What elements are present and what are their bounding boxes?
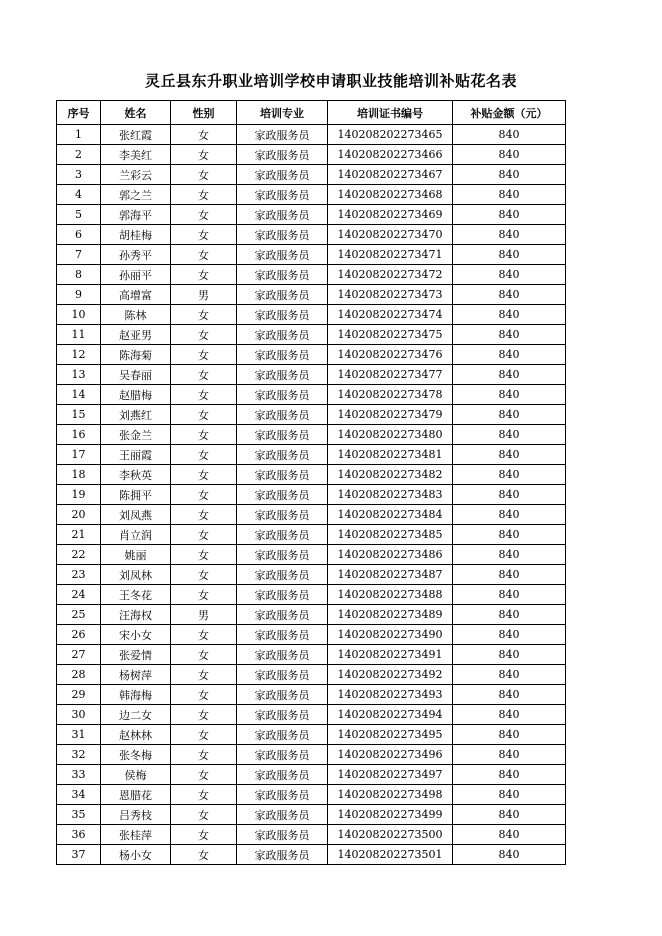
- cell-amount: 840: [453, 765, 566, 785]
- cell-seq: 33: [57, 765, 101, 785]
- cell-cert-no: 140208202273499: [328, 805, 453, 825]
- cell-major: 家政服务员: [237, 765, 328, 785]
- table-row: [57, 525, 566, 545]
- cell-cert-no: 140208202273480: [328, 425, 453, 445]
- cell-name: 边二女: [101, 705, 171, 725]
- cell-cert-no: 140208202273494: [328, 705, 453, 725]
- cell-cert-no: 140208202273501: [328, 845, 453, 865]
- cell-amount: 840: [453, 785, 566, 805]
- cell-major: 家政服务员: [237, 325, 328, 345]
- table-row: [57, 305, 566, 325]
- cell-gender: 女: [171, 505, 237, 525]
- cell-amount: 840: [453, 225, 566, 245]
- cell-seq: 14: [57, 385, 101, 405]
- cell-major: 家政服务员: [237, 845, 328, 865]
- cell-seq: 21: [57, 525, 101, 545]
- cell-name: 李美红: [101, 145, 171, 165]
- cell-cert-no: 140208202273485: [328, 525, 453, 545]
- header-name: 姓名: [101, 101, 171, 125]
- cell-amount: 840: [453, 585, 566, 605]
- cell-major: 家政服务员: [237, 225, 328, 245]
- cell-seq: 19: [57, 485, 101, 505]
- cell-seq: 11: [57, 325, 101, 345]
- table-row: [57, 805, 566, 825]
- cell-name: 张金兰: [101, 425, 171, 445]
- table-row: [57, 245, 566, 265]
- cell-cert-no: 140208202273475: [328, 325, 453, 345]
- cell-gender: 女: [171, 765, 237, 785]
- cell-major: 家政服务员: [237, 465, 328, 485]
- table-row: [57, 505, 566, 525]
- cell-seq: 6: [57, 225, 101, 245]
- cell-name: 孙丽平: [101, 265, 171, 285]
- cell-gender: 女: [171, 145, 237, 165]
- cell-gender: 女: [171, 205, 237, 225]
- cell-cert-no: 140208202273472: [328, 265, 453, 285]
- cell-cert-no: 140208202273474: [328, 305, 453, 325]
- cell-gender: 女: [171, 485, 237, 505]
- cell-cert-no: 140208202273466: [328, 145, 453, 165]
- cell-major: 家政服务员: [237, 665, 328, 685]
- cell-name: 王冬花: [101, 585, 171, 605]
- cell-seq: 35: [57, 805, 101, 825]
- cell-amount: 840: [453, 645, 566, 665]
- cell-amount: 840: [453, 425, 566, 445]
- cell-amount: 840: [453, 345, 566, 365]
- table-row: [57, 365, 566, 385]
- cell-name: 赵腊梅: [101, 385, 171, 405]
- cell-major: 家政服务员: [237, 445, 328, 465]
- cell-major: 家政服务员: [237, 405, 328, 425]
- cell-name: 吴春丽: [101, 365, 171, 385]
- cell-major: 家政服务员: [237, 805, 328, 825]
- cell-major: 家政服务员: [237, 625, 328, 645]
- cell-major: 家政服务员: [237, 345, 328, 365]
- cell-major: 家政服务员: [237, 705, 328, 725]
- table-row: [57, 225, 566, 245]
- table-row: [57, 165, 566, 185]
- cell-name: 吕秀枝: [101, 805, 171, 825]
- table-row: [57, 425, 566, 445]
- cell-gender: 女: [171, 125, 237, 145]
- cell-cert-no: 140208202273479: [328, 405, 453, 425]
- table-row: [57, 445, 566, 465]
- cell-gender: 女: [171, 525, 237, 545]
- page-title: 灵丘县东升职业培训学校申请职业技能培训补贴花名表: [144, 72, 517, 90]
- cell-amount: 840: [453, 465, 566, 485]
- cell-amount: 840: [453, 165, 566, 185]
- header-amount: 补贴金额（元）: [453, 101, 566, 125]
- cell-major: 家政服务员: [237, 585, 328, 605]
- cell-major: 家政服务员: [237, 785, 328, 805]
- cell-gender: 女: [171, 185, 237, 205]
- cell-amount: 840: [453, 605, 566, 625]
- cell-name: 杨小女: [101, 845, 171, 865]
- cell-name: 兰彩云: [101, 165, 171, 185]
- cell-gender: 女: [171, 345, 237, 365]
- cell-gender: 女: [171, 845, 237, 865]
- cell-major: 家政服务员: [237, 305, 328, 325]
- cell-name: 赵林林: [101, 725, 171, 745]
- cell-amount: 840: [453, 805, 566, 825]
- cell-seq: 37: [57, 845, 101, 865]
- cell-name: 陈林: [101, 305, 171, 325]
- cell-major: 家政服务员: [237, 605, 328, 625]
- cell-name: 恩腊花: [101, 785, 171, 805]
- cell-major: 家政服务员: [237, 545, 328, 565]
- cell-name: 刘凤燕: [101, 505, 171, 525]
- cell-seq: 30: [57, 705, 101, 725]
- table-row: [57, 705, 566, 725]
- cell-name: 韩海梅: [101, 685, 171, 705]
- cell-seq: 3: [57, 165, 101, 185]
- cell-major: 家政服务员: [237, 365, 328, 385]
- cell-name: 刘燕红: [101, 405, 171, 425]
- cell-cert-no: 140208202273482: [328, 465, 453, 485]
- cell-name: 杨树萍: [101, 665, 171, 685]
- table-row: [57, 405, 566, 425]
- cell-seq: 27: [57, 645, 101, 665]
- cell-seq: 1: [57, 125, 101, 145]
- cell-amount: 840: [453, 505, 566, 525]
- cell-seq: 9: [57, 285, 101, 305]
- header-seq: 序号: [57, 101, 101, 125]
- cell-seq: 28: [57, 665, 101, 685]
- cell-amount: 840: [453, 665, 566, 685]
- table-row: [57, 785, 566, 805]
- cell-name: 孙秀平: [101, 245, 171, 265]
- cell-name: 肖立润: [101, 525, 171, 545]
- cell-seq: 36: [57, 825, 101, 845]
- cell-seq: 10: [57, 305, 101, 325]
- cell-name: 张桂萍: [101, 825, 171, 845]
- table-row: [57, 605, 566, 625]
- cell-amount: 840: [453, 705, 566, 725]
- table-row: [57, 185, 566, 205]
- cell-gender: 女: [171, 405, 237, 425]
- cell-major: 家政服务员: [237, 205, 328, 225]
- cell-amount: 840: [453, 285, 566, 305]
- header-major: 培训专业: [237, 101, 328, 125]
- cell-cert-no: 140208202273477: [328, 365, 453, 385]
- cell-gender: 女: [171, 305, 237, 325]
- cell-amount: 840: [453, 685, 566, 705]
- cell-amount: 840: [453, 745, 566, 765]
- cell-seq: 31: [57, 725, 101, 745]
- cell-gender: 女: [171, 245, 237, 265]
- cell-amount: 840: [453, 525, 566, 545]
- table-row: [57, 765, 566, 785]
- cell-gender: 女: [171, 265, 237, 285]
- cell-seq: 18: [57, 465, 101, 485]
- cell-gender: 女: [171, 465, 237, 485]
- cell-name: 张红霞: [101, 125, 171, 145]
- cell-name: 张爱情: [101, 645, 171, 665]
- header-cert-no: 培训证书编号: [328, 101, 453, 125]
- cell-seq: 8: [57, 265, 101, 285]
- cell-seq: 7: [57, 245, 101, 265]
- cell-cert-no: 140208202273470: [328, 225, 453, 245]
- cell-major: 家政服务员: [237, 145, 328, 165]
- cell-major: 家政服务员: [237, 385, 328, 405]
- cell-seq: 12: [57, 345, 101, 365]
- cell-name: 陈海菊: [101, 345, 171, 365]
- cell-seq: 4: [57, 185, 101, 205]
- cell-cert-no: 140208202273492: [328, 665, 453, 685]
- table-row: [57, 465, 566, 485]
- cell-gender: 女: [171, 585, 237, 605]
- cell-cert-no: 140208202273493: [328, 685, 453, 705]
- cell-seq: 22: [57, 545, 101, 565]
- cell-cert-no: 140208202273496: [328, 745, 453, 765]
- table-row: [57, 565, 566, 585]
- table-row: [57, 145, 566, 165]
- cell-seq: 34: [57, 785, 101, 805]
- cell-cert-no: 140208202273498: [328, 785, 453, 805]
- cell-cert-no: 140208202273467: [328, 165, 453, 185]
- cell-cert-no: 140208202273481: [328, 445, 453, 465]
- cell-major: 家政服务员: [237, 645, 328, 665]
- cell-gender: 女: [171, 665, 237, 685]
- cell-cert-no: 140208202273471: [328, 245, 453, 265]
- cell-seq: 15: [57, 405, 101, 425]
- cell-gender: 女: [171, 165, 237, 185]
- cell-major: 家政服务员: [237, 745, 328, 765]
- cell-seq: 5: [57, 205, 101, 225]
- cell-name: 王丽霞: [101, 445, 171, 465]
- table-row: [57, 265, 566, 285]
- cell-gender: 女: [171, 685, 237, 705]
- table-row: [57, 645, 566, 665]
- cell-cert-no: 140208202273487: [328, 565, 453, 585]
- cell-name: 汪海权: [101, 605, 171, 625]
- cell-amount: 840: [453, 185, 566, 205]
- cell-amount: 840: [453, 125, 566, 145]
- cell-seq: 26: [57, 625, 101, 645]
- cell-amount: 840: [453, 545, 566, 565]
- cell-gender: 女: [171, 425, 237, 445]
- cell-major: 家政服务员: [237, 265, 328, 285]
- cell-gender: 女: [171, 225, 237, 245]
- cell-gender: 男: [171, 605, 237, 625]
- cell-seq: 16: [57, 425, 101, 445]
- table-row: [57, 585, 566, 605]
- cell-cert-no: 140208202273495: [328, 725, 453, 745]
- cell-major: 家政服务员: [237, 245, 328, 265]
- cell-major: 家政服务员: [237, 285, 328, 305]
- cell-cert-no: 140208202273490: [328, 625, 453, 645]
- cell-seq: 2: [57, 145, 101, 165]
- cell-gender: 女: [171, 785, 237, 805]
- cell-amount: 840: [453, 625, 566, 645]
- table-row: [57, 665, 566, 685]
- cell-amount: 840: [453, 825, 566, 845]
- cell-gender: 女: [171, 625, 237, 645]
- cell-cert-no: 140208202273476: [328, 345, 453, 365]
- table-row: [57, 205, 566, 225]
- cell-cert-no: 140208202273473: [328, 285, 453, 305]
- cell-cert-no: 140208202273465: [328, 125, 453, 145]
- table-row: [57, 325, 566, 345]
- table-row: [57, 285, 566, 305]
- header-gender: 性别: [171, 101, 237, 125]
- cell-gender: 女: [171, 385, 237, 405]
- cell-cert-no: 140208202273468: [328, 185, 453, 205]
- cell-gender: 女: [171, 445, 237, 465]
- cell-amount: 840: [453, 305, 566, 325]
- cell-seq: 23: [57, 565, 101, 585]
- cell-gender: 女: [171, 705, 237, 725]
- cell-name: 陈拥平: [101, 485, 171, 505]
- cell-name: 高增富: [101, 285, 171, 305]
- table-row: [57, 385, 566, 405]
- cell-amount: 840: [453, 205, 566, 225]
- cell-seq: 29: [57, 685, 101, 705]
- table-row: [57, 825, 566, 845]
- cell-name: 李秋英: [101, 465, 171, 485]
- cell-cert-no: 140208202273489: [328, 605, 453, 625]
- cell-gender: 女: [171, 645, 237, 665]
- table-body: [57, 125, 566, 865]
- cell-amount: 840: [453, 265, 566, 285]
- table-row: [57, 625, 566, 645]
- cell-gender: 女: [171, 725, 237, 745]
- cell-cert-no: 140208202273469: [328, 205, 453, 225]
- cell-gender: 女: [171, 805, 237, 825]
- cell-gender: 女: [171, 325, 237, 345]
- table-row: [57, 125, 566, 145]
- cell-cert-no: 140208202273497: [328, 765, 453, 785]
- cell-name: 刘凤林: [101, 565, 171, 585]
- table-row: [57, 685, 566, 705]
- cell-amount: 840: [453, 485, 566, 505]
- cell-seq: 13: [57, 365, 101, 385]
- cell-name: 胡桂梅: [101, 225, 171, 245]
- cell-cert-no: 140208202273491: [328, 645, 453, 665]
- cell-name: 郭之兰: [101, 185, 171, 205]
- cell-major: 家政服务员: [237, 565, 328, 585]
- cell-gender: 女: [171, 745, 237, 765]
- cell-amount: 840: [453, 725, 566, 745]
- cell-gender: 男: [171, 285, 237, 305]
- table-header-row: [57, 101, 566, 125]
- cell-major: 家政服务员: [237, 125, 328, 145]
- cell-major: 家政服务员: [237, 825, 328, 845]
- cell-major: 家政服务员: [237, 425, 328, 445]
- cell-seq: 24: [57, 585, 101, 605]
- cell-gender: 女: [171, 565, 237, 585]
- table-row: [57, 845, 566, 865]
- cell-major: 家政服务员: [237, 165, 328, 185]
- cell-amount: 840: [453, 845, 566, 865]
- table-row: [57, 725, 566, 745]
- cell-cert-no: 140208202273483: [328, 485, 453, 505]
- cell-cert-no: 140208202273484: [328, 505, 453, 525]
- cell-seq: 20: [57, 505, 101, 525]
- cell-seq: 32: [57, 745, 101, 765]
- cell-seq: 25: [57, 605, 101, 625]
- cell-name: 侯梅: [101, 765, 171, 785]
- cell-amount: 840: [453, 385, 566, 405]
- cell-cert-no: 140208202273488: [328, 585, 453, 605]
- cell-amount: 840: [453, 325, 566, 345]
- table-row: [57, 545, 566, 565]
- cell-major: 家政服务员: [237, 505, 328, 525]
- cell-name: 宋小女: [101, 625, 171, 645]
- cell-amount: 840: [453, 445, 566, 465]
- table-row: [57, 745, 566, 765]
- cell-major: 家政服务员: [237, 185, 328, 205]
- cell-major: 家政服务员: [237, 685, 328, 705]
- cell-major: 家政服务员: [237, 485, 328, 505]
- cell-name: 郭海平: [101, 205, 171, 225]
- cell-cert-no: 140208202273486: [328, 545, 453, 565]
- cell-major: 家政服务员: [237, 525, 328, 545]
- cell-amount: 840: [453, 245, 566, 265]
- cell-amount: 840: [453, 145, 566, 165]
- cell-seq: 17: [57, 445, 101, 465]
- cell-gender: 女: [171, 365, 237, 385]
- table-row: [57, 345, 566, 365]
- cell-amount: 840: [453, 405, 566, 425]
- cell-amount: 840: [453, 565, 566, 585]
- cell-name: 姚丽: [101, 545, 171, 565]
- table-row: [57, 485, 566, 505]
- cell-name: 张冬梅: [101, 745, 171, 765]
- cell-amount: 840: [453, 365, 566, 385]
- subsidy-table: [56, 100, 566, 865]
- cell-name: 赵亚男: [101, 325, 171, 345]
- cell-major: 家政服务员: [237, 725, 328, 745]
- cell-gender: 女: [171, 545, 237, 565]
- cell-gender: 女: [171, 825, 237, 845]
- cell-cert-no: 140208202273478: [328, 385, 453, 405]
- cell-cert-no: 140208202273500: [328, 825, 453, 845]
